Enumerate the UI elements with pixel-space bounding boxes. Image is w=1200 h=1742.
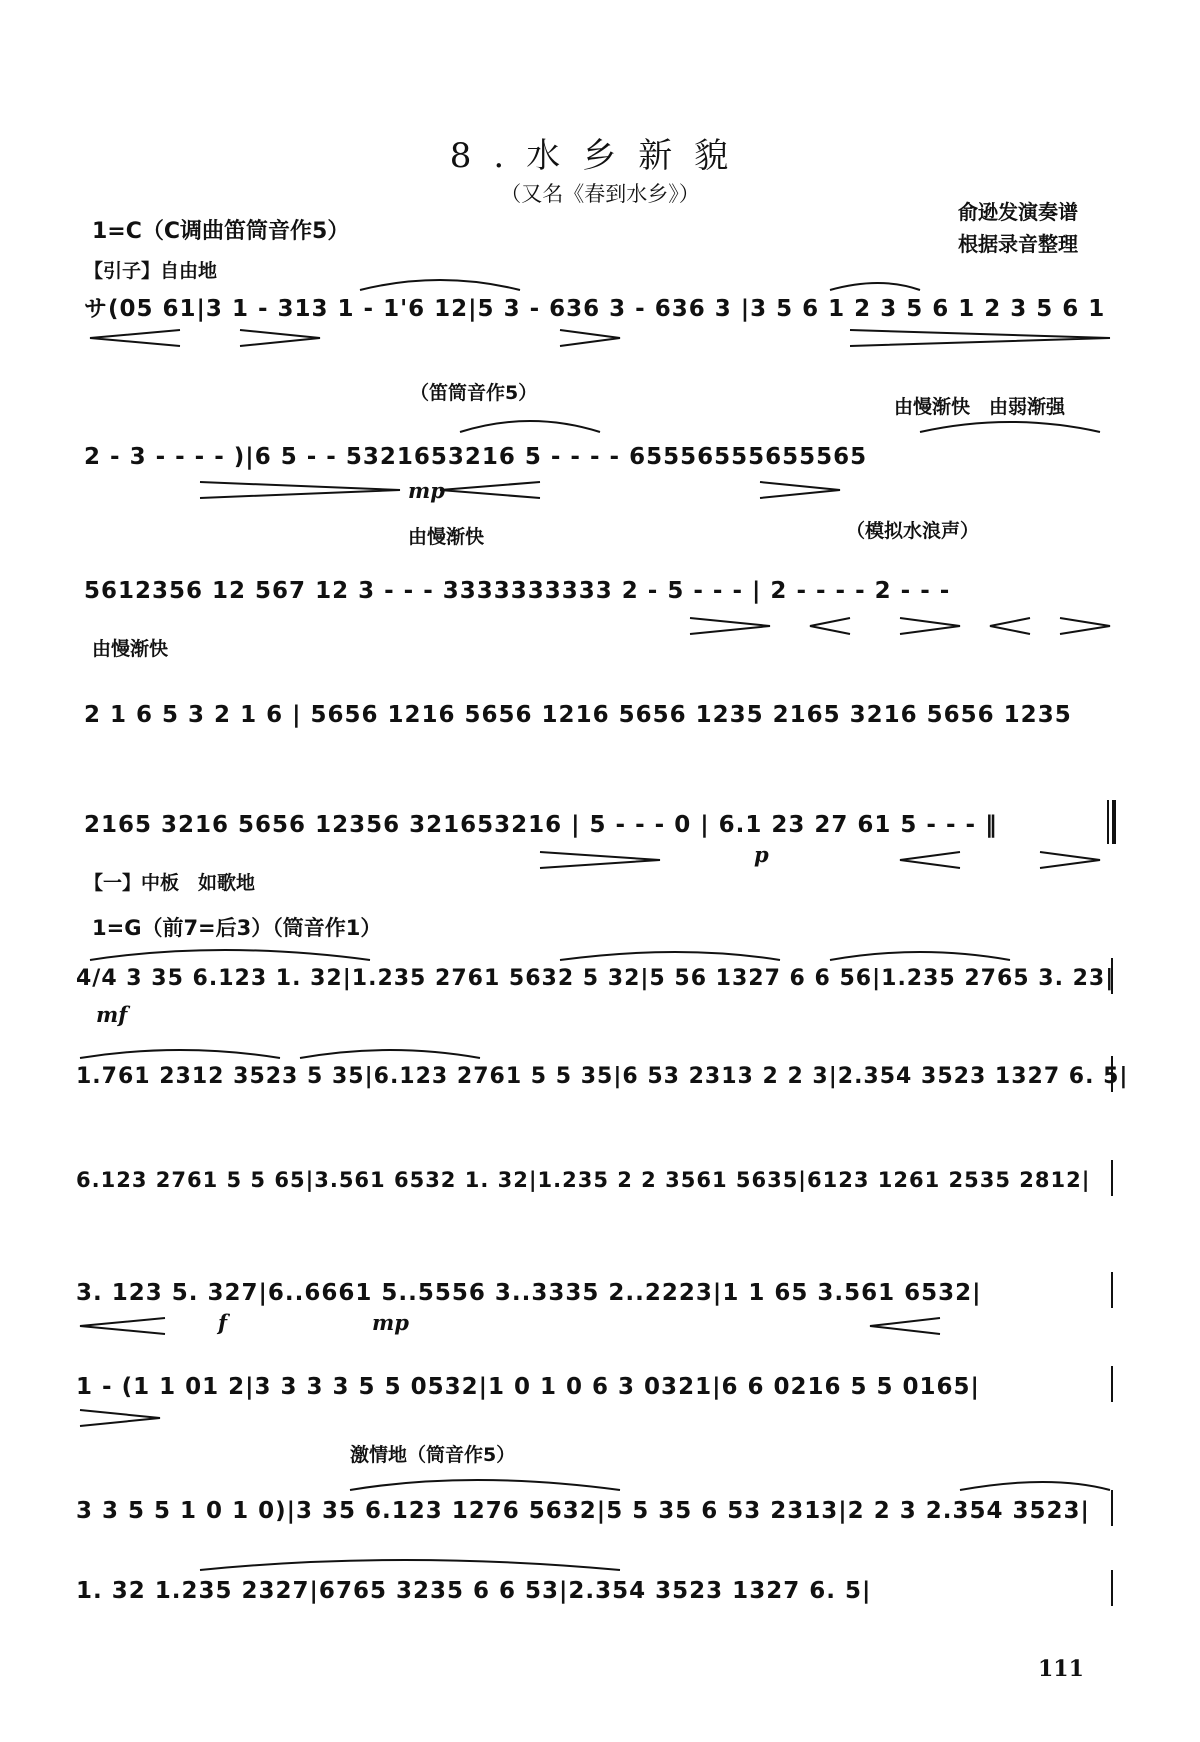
annotation-water-waves: （模拟水浪声） bbox=[846, 520, 980, 542]
dynamic-mp: mp bbox=[408, 478, 445, 503]
key-signature: 1=C（C调曲笛筒音作5） bbox=[92, 219, 350, 244]
hairpin-5 bbox=[200, 482, 400, 498]
hairpin-3 bbox=[560, 330, 620, 346]
annotation-accel-cresc: 由慢渐快 由弱渐强 bbox=[894, 396, 1066, 418]
staff-line-1: サ(05 61|3 1 - 313 1 - 1'6 12|5 3 - 636 3 - 636 3 |3 5 6 1 2 3 5 6 1 2 3 5 6 1 bbox=[84, 296, 1106, 322]
slur-1 bbox=[360, 280, 520, 290]
page-number: 111 bbox=[1038, 1656, 1084, 1682]
staff-line-8: 6.123 2761 5 5 65|3.561 6532 1. 32|1.235 2 2 3561 5635|6123 1261 2535 2812| bbox=[76, 1168, 1091, 1192]
slur-9 bbox=[560, 952, 780, 960]
annotation-accel: 由慢渐快 bbox=[408, 526, 485, 548]
annotation-tube-note: （笛筒音作5） bbox=[410, 382, 538, 404]
staff-line-5: 2165 3216 5656 12356 321653216 | 5 - - - 0 | 6.1 23 27 61 5 - - - ‖ bbox=[84, 812, 998, 838]
staff-line-6: 4/4 3 35 6.123 1. 32|1.235 2761 5632 5 32|5 56 1327 6 6 56|1.235 2765 3. 23| bbox=[76, 966, 1115, 991]
hairpin-4 bbox=[850, 330, 1110, 346]
hairpin-8 bbox=[690, 618, 770, 634]
staff-line-7: 1.761 2312 3523 5 35|6.123 2761 5 5 35|6 53 2313 2 2 3|2.354 3523 1327 6. 5| bbox=[76, 1064, 1129, 1089]
hairpin-6 bbox=[440, 482, 540, 498]
piece-title: 8.水乡新貌 bbox=[449, 136, 751, 176]
hairpin-9 bbox=[810, 618, 850, 634]
hairpin-17 bbox=[870, 1318, 940, 1334]
slur-8 bbox=[90, 950, 370, 960]
slur-4 bbox=[920, 422, 1100, 432]
slur-3 bbox=[460, 421, 600, 432]
credits-performer: 俞逊发演奏谱 bbox=[958, 200, 1078, 224]
annotation-passionate: 激情地（筒音作5） bbox=[350, 1444, 516, 1466]
section-intro-label: 【引子】自由地 bbox=[84, 260, 218, 282]
staff-line-3: 5612356 12 567 12 3 - - - 3333333333 2 - 5 - - - | 2 - - - - 2 - - - bbox=[84, 578, 951, 604]
hairpin-7 bbox=[760, 482, 840, 498]
slur-12 bbox=[300, 1050, 480, 1058]
dynamic-f: f bbox=[218, 1310, 228, 1335]
hairpin-13 bbox=[540, 852, 660, 868]
hairpin-18 bbox=[80, 1410, 160, 1426]
staff-line-11: 3 3 5 5 1 0 1 0)|3 35 6.123 1276 5632|5 5 35 6 53 2313|2 2 3 2.354 3523| bbox=[76, 1498, 1090, 1524]
staff-line-4: 2 1 6 5 3 2 1 6 | 5656 1216 5656 1216 5656 1235 2165 3216 5656 1235 bbox=[84, 702, 1072, 728]
hairpin-1 bbox=[90, 330, 180, 346]
credits-transcription: 根据录音整理 bbox=[958, 232, 1078, 256]
slur-2 bbox=[830, 283, 920, 290]
hairpin-15 bbox=[1040, 852, 1100, 868]
slur-10 bbox=[830, 952, 1010, 960]
hairpin-11 bbox=[990, 618, 1030, 634]
hairpin-12 bbox=[1060, 618, 1110, 634]
hairpin-2 bbox=[240, 330, 320, 346]
hairpin-16 bbox=[80, 1318, 165, 1334]
staff-line-9: 3. 123 5. 327|6..6661 5..5556 3..3335 2..2223|1 1 65 3.561 6532| bbox=[76, 1280, 982, 1306]
section-part1-label: 【一】中板 如歌地 bbox=[84, 872, 256, 894]
annotation-accel-2: 由慢渐快 bbox=[92, 638, 169, 660]
dynamic-p: p bbox=[754, 842, 769, 867]
piece-subtitle: （又名《春到水乡》） bbox=[500, 182, 700, 206]
slur-5 bbox=[350, 1480, 620, 1490]
hairpin-10 bbox=[900, 618, 960, 634]
dynamic-mp-2: mp bbox=[372, 1310, 409, 1335]
slur-11 bbox=[80, 1050, 280, 1058]
section-part1-key: 1=G（前7=后3）（筒音作1） bbox=[92, 916, 382, 940]
slur-7 bbox=[200, 1560, 620, 1570]
slur-6 bbox=[960, 1482, 1110, 1490]
dynamic-mf: mf bbox=[96, 1002, 128, 1027]
staff-line-12: 1. 32 1.235 2327|6765 3235 6 6 53|2.354 3523 1327 6. 5| bbox=[76, 1578, 872, 1604]
staff-line-10: 1 - (1 1 01 2|3 3 3 3 5 5 0532|1 0 1 0 6 3 0321|6 6 0216 5 5 0165| bbox=[76, 1374, 980, 1400]
staff-line-2: 2 - 3 - - - - )|6 5 - - 5321653216 5 - - - - 65556555655565 bbox=[84, 444, 868, 470]
hairpin-14 bbox=[900, 852, 960, 868]
